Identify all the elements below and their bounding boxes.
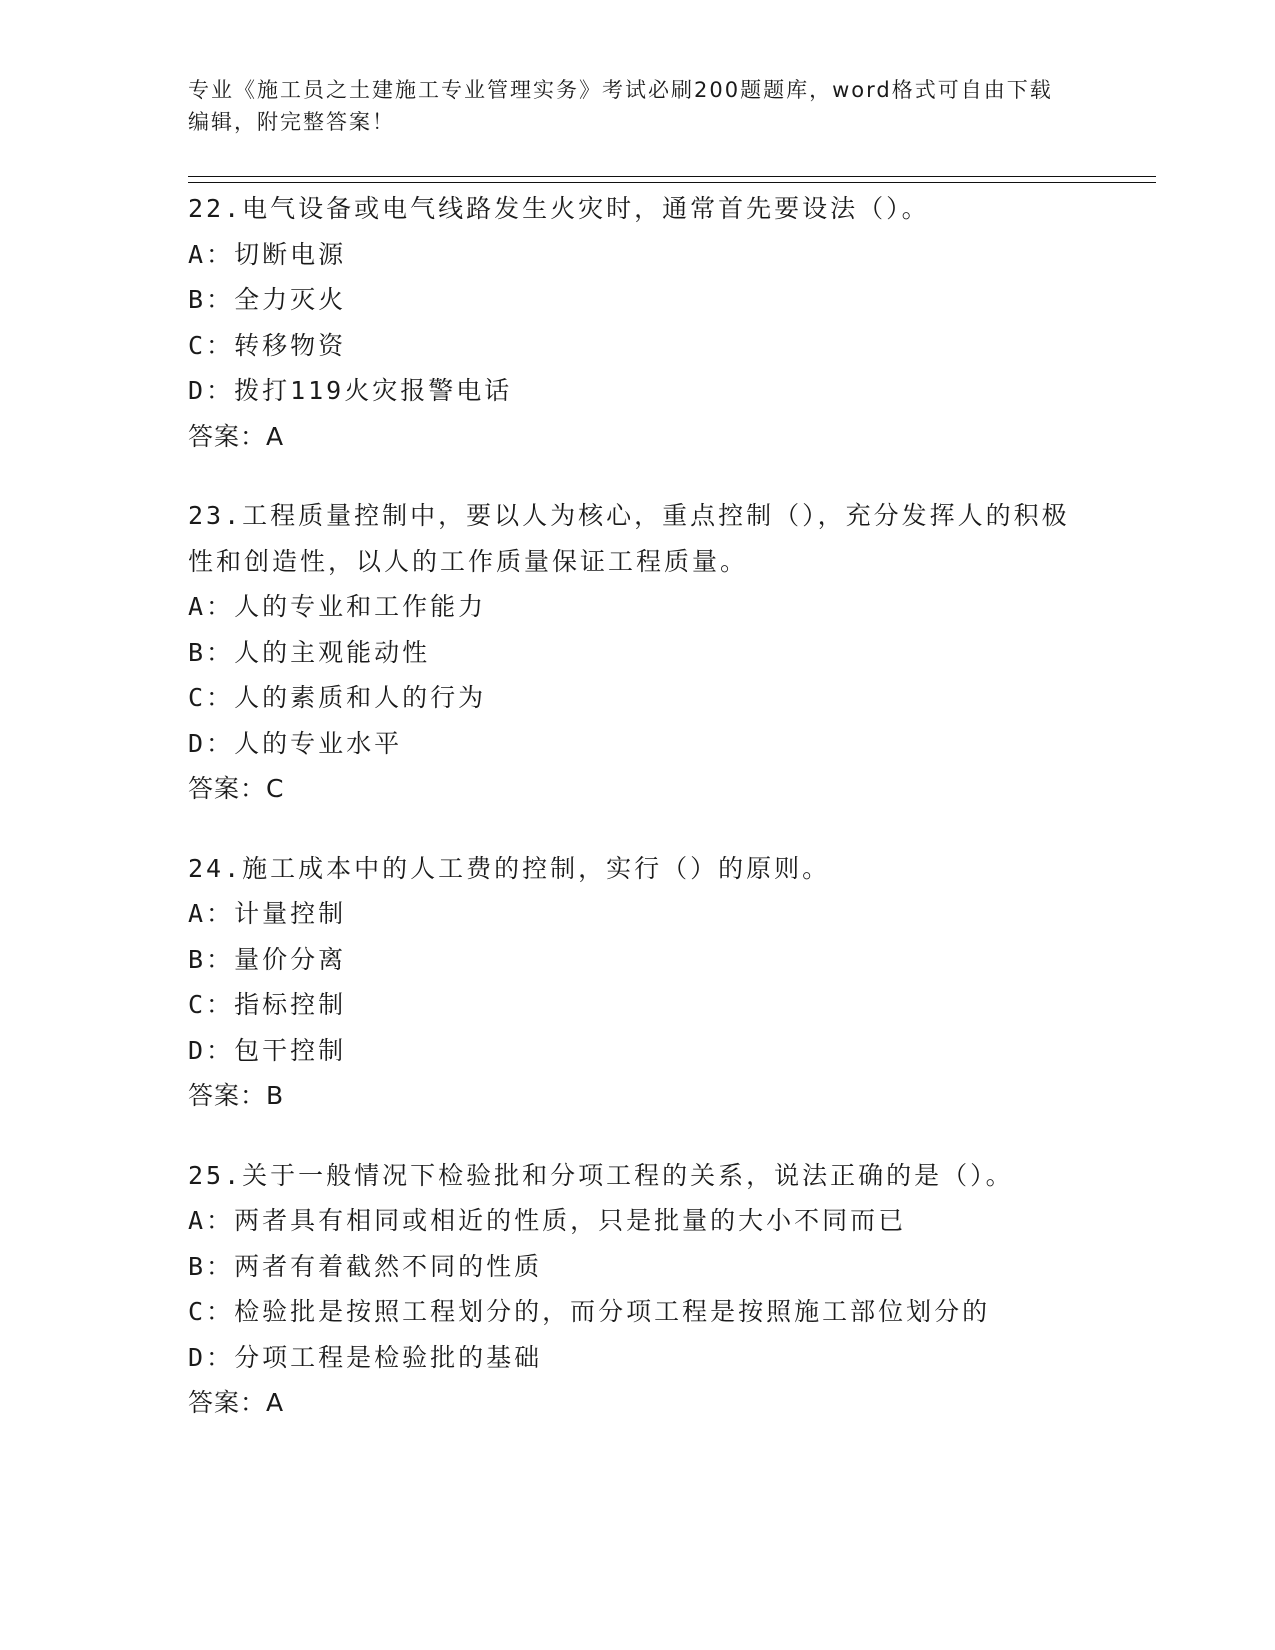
option-text: 全力灭火 [234, 285, 347, 314]
option-a [188, 1198, 1088, 1244]
option-text: 检验批是按照工程划分的，而分项工程是按照施工部位划分的 [234, 1297, 991, 1326]
question-text: 电气设备或电气线路发生火灾时，通常首先要设法（）。 [242, 194, 930, 223]
option-key: B： [188, 285, 235, 314]
option-a [188, 584, 1088, 630]
option-d [188, 721, 1088, 767]
option-d [188, 368, 1088, 414]
option-key: D： [188, 1342, 235, 1372]
question-stem [188, 1153, 1088, 1199]
option-c [188, 1289, 1088, 1335]
question-text: 关于一般情况下检验批和分项工程的关系，说法正确的是（）。 [242, 1160, 1014, 1190]
option-key: D： [188, 376, 235, 405]
option-c [188, 982, 1088, 1028]
answer-label: 答案： [188, 1388, 267, 1417]
option-text: 人的专业和工作能力 [234, 592, 487, 621]
option-d [188, 1335, 1088, 1381]
answer [188, 414, 1088, 460]
option-b [188, 277, 1088, 323]
option-key: A： [188, 899, 235, 928]
option-c [188, 323, 1088, 369]
answer-value: A [266, 421, 285, 451]
question-stem [188, 846, 1088, 892]
question-number: 25. [188, 1160, 243, 1190]
document-header [188, 74, 1068, 138]
question-number: 24. [188, 853, 243, 883]
option-text: 人的素质和人的行为 [234, 683, 487, 712]
option-key: D： [188, 728, 235, 758]
option-key: B： [188, 1251, 235, 1281]
option-b [188, 1244, 1088, 1290]
answer [188, 1380, 1088, 1426]
option-text: 人的主观能动性 [234, 637, 431, 667]
question-24 [188, 846, 1088, 1119]
option-key: C： [188, 1297, 235, 1326]
option-key: B： [188, 944, 235, 974]
question-23 [188, 493, 1088, 812]
option-text: 指标控制 [234, 990, 347, 1019]
question-number: 23. [188, 501, 243, 530]
question-text: 施工成本中的人工费的控制，实行（）的原则。 [242, 853, 831, 883]
question-number: 22. [188, 194, 243, 223]
question-25 [188, 1153, 1088, 1426]
header-divider-top [188, 176, 1156, 177]
option-text: 人的专业水平 [234, 728, 403, 758]
answer-value: C [266, 774, 285, 803]
option-b [188, 630, 1088, 676]
option-key: C： [188, 330, 235, 360]
answer [188, 1073, 1088, 1119]
option-b [188, 937, 1088, 983]
header-divider-bottom [188, 182, 1156, 183]
question-stem [188, 493, 1088, 584]
option-text: 两者有着截然不同的性质 [234, 1251, 543, 1281]
option-text: 包干控制 [234, 1035, 347, 1065]
question-stem [188, 186, 1088, 232]
option-text: 计量控制 [234, 899, 347, 928]
answer-label: 答案： [188, 774, 267, 803]
answer-value: B [266, 1081, 285, 1110]
answer-value: A [266, 1388, 285, 1417]
option-text: 两者具有相同或相近的性质，只是批量的大小不同而已 [234, 1206, 907, 1235]
option-key: A： [188, 592, 235, 621]
option-key: C： [188, 990, 235, 1019]
option-text: 转移物资 [234, 330, 347, 360]
option-key: D： [188, 1035, 235, 1065]
option-text: 切断电源 [234, 239, 347, 269]
header-title: 专业《施工员之土建施工专业管理实务》考试必刷200题题库，word格式可自由下载编辑，附完整答案！ [188, 78, 1053, 134]
question-list [188, 186, 1088, 1460]
option-key: A： [188, 239, 235, 269]
option-text: 拨打119火灾报警电话 [234, 376, 513, 405]
option-text: 量价分离 [234, 944, 347, 974]
answer-label: 答案： [188, 1081, 267, 1110]
option-key: C： [188, 683, 235, 712]
option-key: B： [188, 637, 235, 667]
option-d [188, 1028, 1088, 1074]
answer [188, 766, 1088, 812]
option-key: A： [188, 1206, 235, 1235]
option-a [188, 891, 1088, 937]
question-text: 工程质量控制中，要以人为核心，重点控制（），充分发挥人的积极性和创造性，以人的工作质量保证工程质量。 [188, 501, 1070, 576]
answer-label: 答案： [188, 421, 267, 451]
option-a [188, 232, 1088, 278]
option-text: 分项工程是检验批的基础 [234, 1342, 543, 1372]
option-c [188, 675, 1088, 721]
question-22 [188, 186, 1088, 459]
